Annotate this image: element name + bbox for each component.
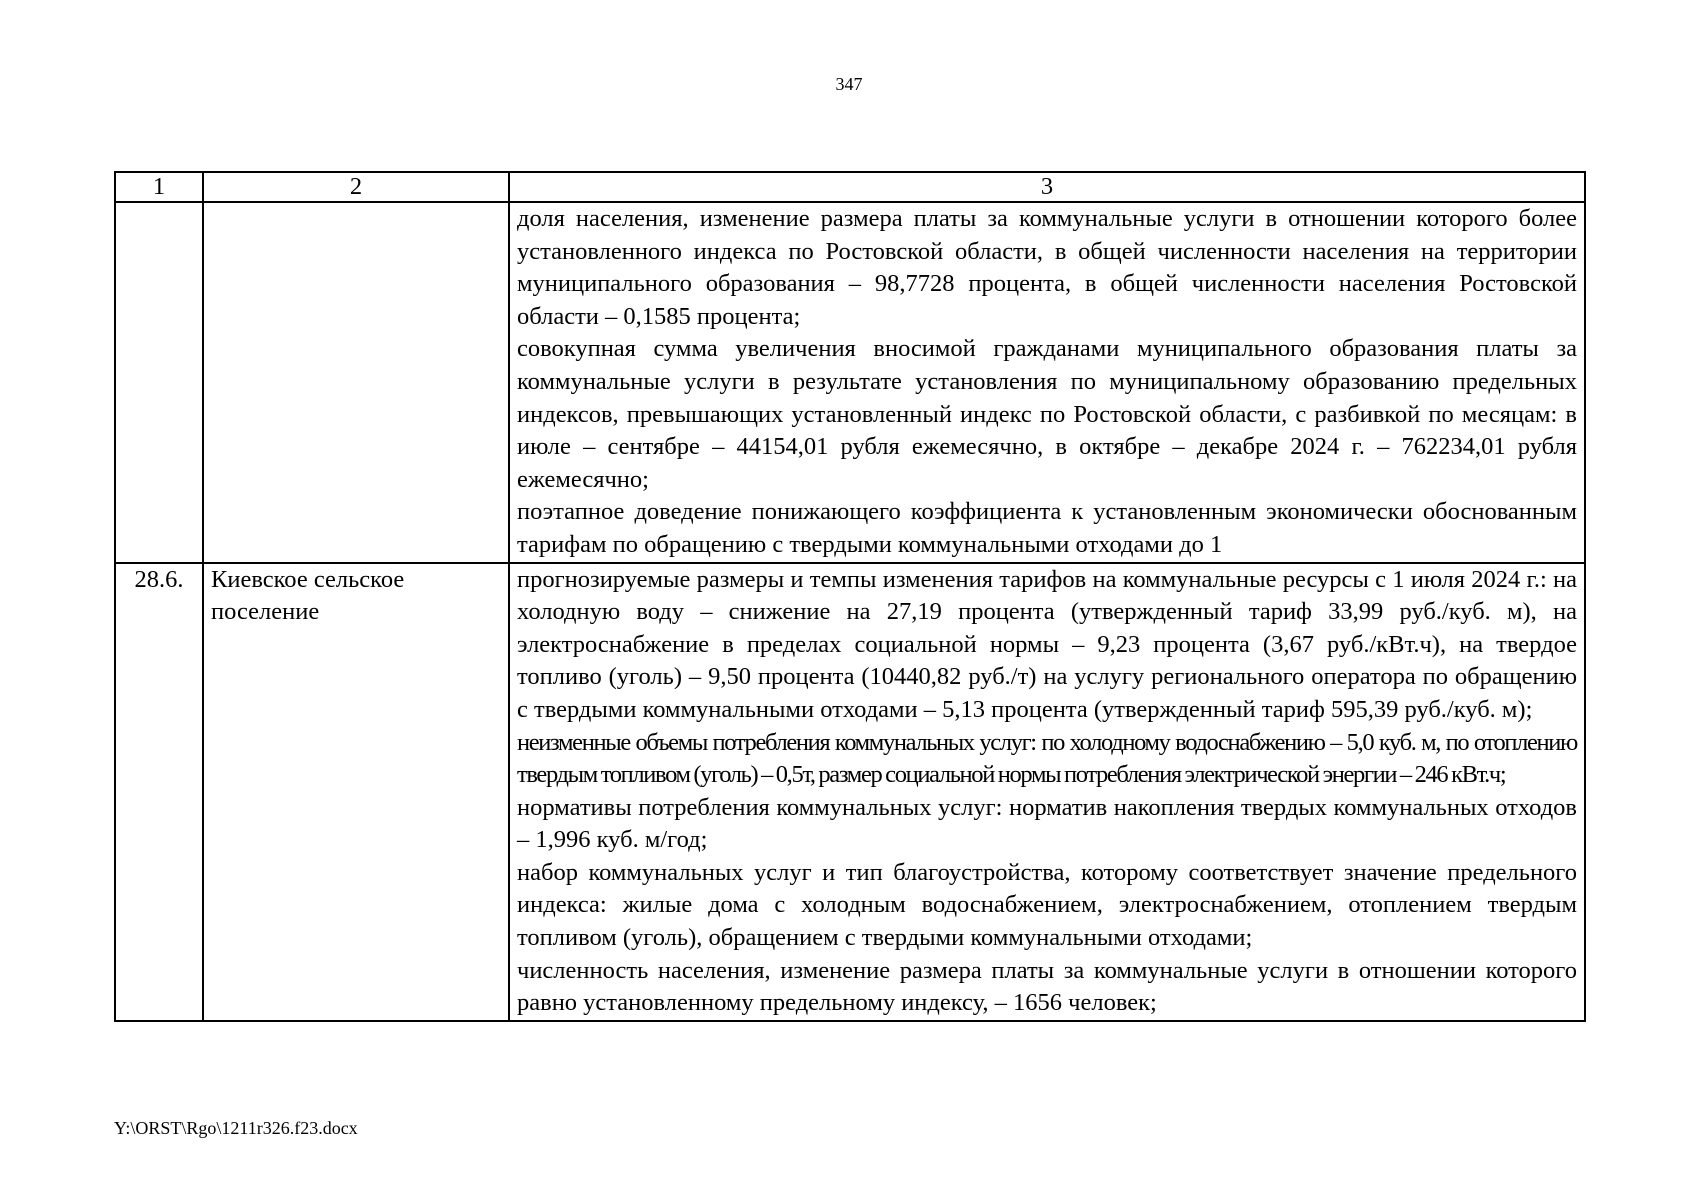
table-header-row	[115, 172, 1585, 202]
description-paragraph: поэтапное доведение понижающего коэффициента к установленным экономически обоснованным тарифам по обращению с твердыми коммунальными отходами до 1	[517, 498, 1577, 558]
row-number-cell	[115, 202, 203, 563]
description-paragraph: совокупная сумма увеличения вносимой гражданами муниципального образования платы за коммунальные услуги в результате установления по муниципальному образованию предельных индексов, превышающих установленный индекс по Ростовской области, с разбивкой по месяцам: в июле – сентябре – 44154,01 рубля ежемесячно, в октябре – декабре 2024 г. – 762234,01 рубля ежемесячно;	[517, 335, 1577, 493]
description-paragraph: доля населения, изменение размера платы за коммунальные услуги в отношении которого более установленного индекса по Ростовской области, в общей численности населения на территории муниципального образования – 98,7728 процента, в общей численности населения Ростовской области – 0,1585 процента;	[517, 205, 1577, 330]
table-row	[115, 202, 1585, 563]
header-cell-2: 2	[203, 172, 509, 202]
settlement-name-cell: Киевское сельское поселение	[203, 563, 509, 1021]
row-number-cell: 28.6.	[115, 563, 203, 1021]
description-paragraph: численность населения, изменение размера платы за коммунальные услуги в отношении которого равно установленному предельному индексу, – 1656 человек;	[517, 956, 1577, 1017]
header-cell-1: 1	[115, 172, 203, 202]
document-table	[114, 171, 1586, 1022]
description-cell	[509, 202, 1585, 563]
header-cell-3: 3	[509, 172, 1585, 202]
description-cell	[509, 563, 1585, 1021]
description-paragraph: прогнозируемые размеры и темпы изменения тарифов на коммунальные ресурсы с 1 июля 2024 г.: на холодную воду – снижение на 27,19 процента (утвержденный тариф 33,99 руб./куб. м), на электроснабжение в пределах социальной нормы – 9,23 процента (3,67 руб./кВт.ч), на твердое топливо (уголь) – 9,50 процента (10440,82 руб./т) на услугу регионального оператора по обращению с твердыми коммунальными отходами – 5,13 процента (утвержденный тариф 595,39 руб./куб. м);	[517, 565, 1577, 723]
description-paragraph: нормативы потребления коммунальных услуг: норматив накопления твердых коммунальных отходов – 1,996 куб. м/год;	[517, 793, 1577, 854]
footer-file-path: Y:\ORST\Rgo\1211r326.f23.docx	[114, 1118, 358, 1138]
page-number: 347	[835, 74, 863, 94]
description-paragraph: набор коммунальных услуг и тип благоустройства, которому соответствует значение предельного индекса: жилые дома с холодным водоснабжением, электроснабжением, отоплением твердым топливом (уголь), обращением с твердыми коммунальными отходами;	[517, 858, 1577, 952]
description-paragraph: неизменные объемы потребления коммунальных услуг: по холодному водоснабжению – 5,0 куб. м, по отоплению твердым топливом (уголь) – 0,5т, размер социальной нормы потребления электрической энергии – 246 кВт.ч;	[517, 728, 1577, 789]
table-row	[115, 563, 1585, 1021]
settlement-name-cell	[203, 202, 509, 563]
